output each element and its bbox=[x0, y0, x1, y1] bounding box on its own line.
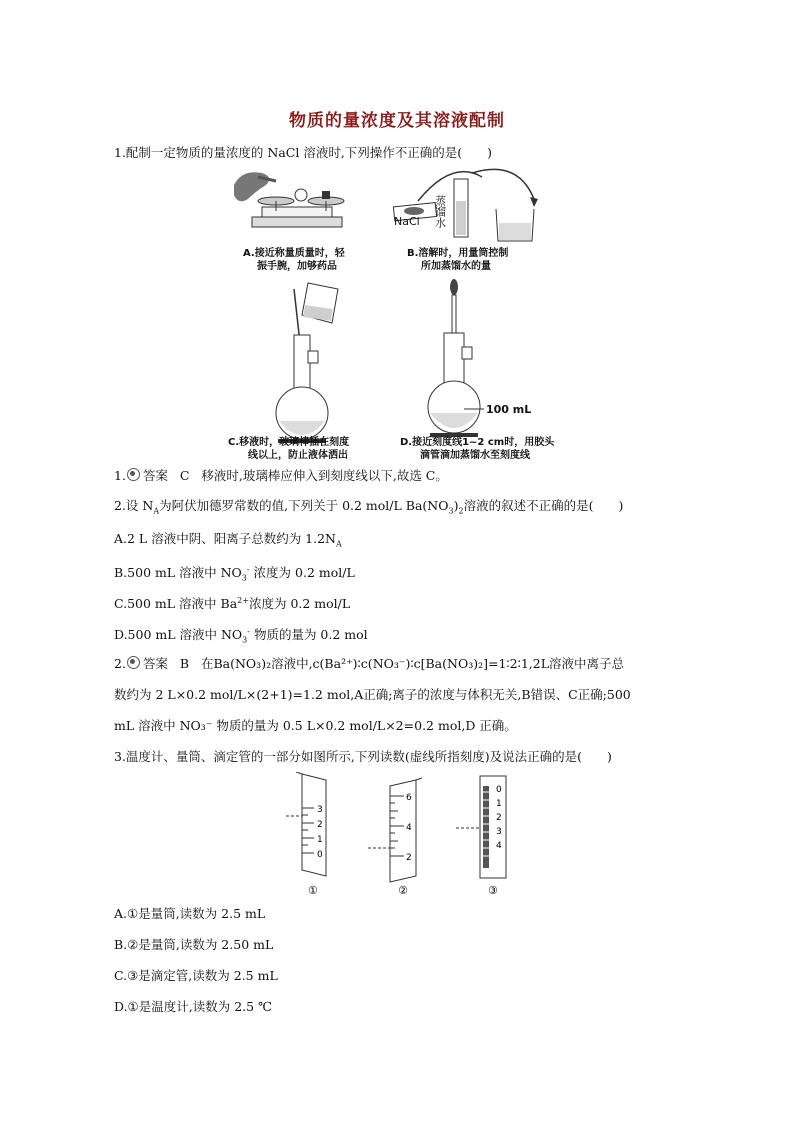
svg-text:4: 4 bbox=[496, 841, 502, 851]
volume-label: 100 mL bbox=[486, 403, 532, 416]
figure-c-caption: C.移液时，玻璃棒插在刻度 线以上，防止液体洒出 bbox=[228, 437, 350, 461]
page-title: 物质的量浓度及其溶液配制 bbox=[289, 111, 505, 131]
question-1-answer: 1. 答案 C 移液时,玻璃棒应伸入到刻度线以下,故选 C。 bbox=[114, 468, 448, 483]
svg-text:2: 2 bbox=[496, 813, 502, 823]
figure-b-caption: B.溶解时，用量筒控制 所加蒸馏水的量 bbox=[407, 248, 509, 272]
dissolving-illustration bbox=[393, 169, 538, 241]
svg-text:2: 2 bbox=[317, 820, 323, 830]
instrument-2 bbox=[368, 778, 422, 897]
question-2-answer-line-2: 数约为 2 L×0.2 mol/L×(2+1)=1.2 mol,A正确;离子的浓度与体积无关,B错误、C正确;500 bbox=[114, 687, 631, 702]
question-2-answer: 2. 答案 B 在Ba(NO₃)₂溶液中,c(Ba²⁺)∶c(NO₃⁻)∶c[Ba(NO₃)₂]=1∶2∶1,2L溶液中离子总 bbox=[114, 656, 625, 671]
svg-text:6: 6 bbox=[406, 793, 412, 803]
answer-icon bbox=[127, 656, 140, 669]
nacl-label: NaCl bbox=[394, 215, 420, 228]
instrument-1 bbox=[286, 772, 326, 897]
question-3-option-a: A.①是量筒,读数为 2.5 mL bbox=[114, 906, 266, 921]
question-3-option-c: C.③是滴定管,读数为 2.5 mL bbox=[114, 968, 278, 983]
instrument-3-label: ③ bbox=[488, 884, 498, 897]
answer-icon bbox=[127, 468, 140, 481]
question-3-stem: 3.温度计、量筒、滴定管的一部分如图所示,下列读数(虚线所指刻度)及说法正确的是( ) bbox=[114, 749, 612, 764]
svg-text:2: 2 bbox=[406, 853, 412, 863]
instrument-1-label: ① bbox=[308, 884, 318, 897]
question-3-option-d: D.①是温度计,读数为 2.5 ℃ bbox=[114, 999, 273, 1014]
svg-text:3: 3 bbox=[496, 827, 502, 837]
question-3-figure bbox=[280, 772, 520, 897]
svg-text:0: 0 bbox=[317, 850, 323, 860]
question-2-option-a: A.2 L 溶液中阴、阳离子总数约为 $1.2N_A$ bbox=[114, 531, 342, 549]
question-2-stem: 2.设 $N_A$为阿伏加德罗常数的值,下列关于 0.2 mol/L $Ba(NO_3)_2$溶液的叙述不正确的是( ) bbox=[114, 498, 624, 516]
dropper-illustration bbox=[428, 279, 531, 437]
question-2-option-b: B.500 mL 溶液中 $NO_3^-$ 浓度为 0.2 mol/L bbox=[114, 565, 355, 583]
question-2-option-d: D.500 mL 溶液中 $NO_3^-$ 物质的量为 0.2 mol bbox=[114, 627, 368, 645]
question-1-stem: 1.配制一定物质的量浓度的 NaCl 溶液时,下列操作不正确的是( ) bbox=[114, 145, 493, 160]
svg-text:4: 4 bbox=[406, 823, 412, 833]
svg-text:1: 1 bbox=[317, 835, 323, 845]
figure-a-caption: A.接近称量质量时，轻 振手腕，加够药品 bbox=[243, 248, 345, 272]
question-1-figure bbox=[222, 165, 567, 465]
svg-text:3: 3 bbox=[317, 805, 323, 815]
question-2-answer-line-3: mL 溶液中 NO₃⁻ 物质的量为 0.5 L×0.2 mol/L×2=0.2 mol,D 正确。 bbox=[114, 718, 517, 733]
water-label: 蒸馏水 bbox=[433, 195, 447, 228]
balance-illustration bbox=[234, 172, 344, 227]
svg-text:1: 1 bbox=[496, 799, 502, 809]
instrument-2-label: ② bbox=[398, 884, 408, 897]
question-2-option-c: C.500 mL 溶液中 $Ba^{2+}$浓度为 0.2 mol/L bbox=[114, 596, 351, 612]
figure-d-caption: D.接近刻度线1~2 cm时，用胶头 滴管滴加蒸馏水至刻度线 bbox=[400, 437, 555, 461]
svg-text:0: 0 bbox=[496, 785, 502, 795]
instrument-3 bbox=[456, 776, 506, 897]
transfer-illustration bbox=[276, 283, 338, 443]
question-3-option-b: B.②是量筒,读数为 2.50 mL bbox=[114, 937, 274, 952]
